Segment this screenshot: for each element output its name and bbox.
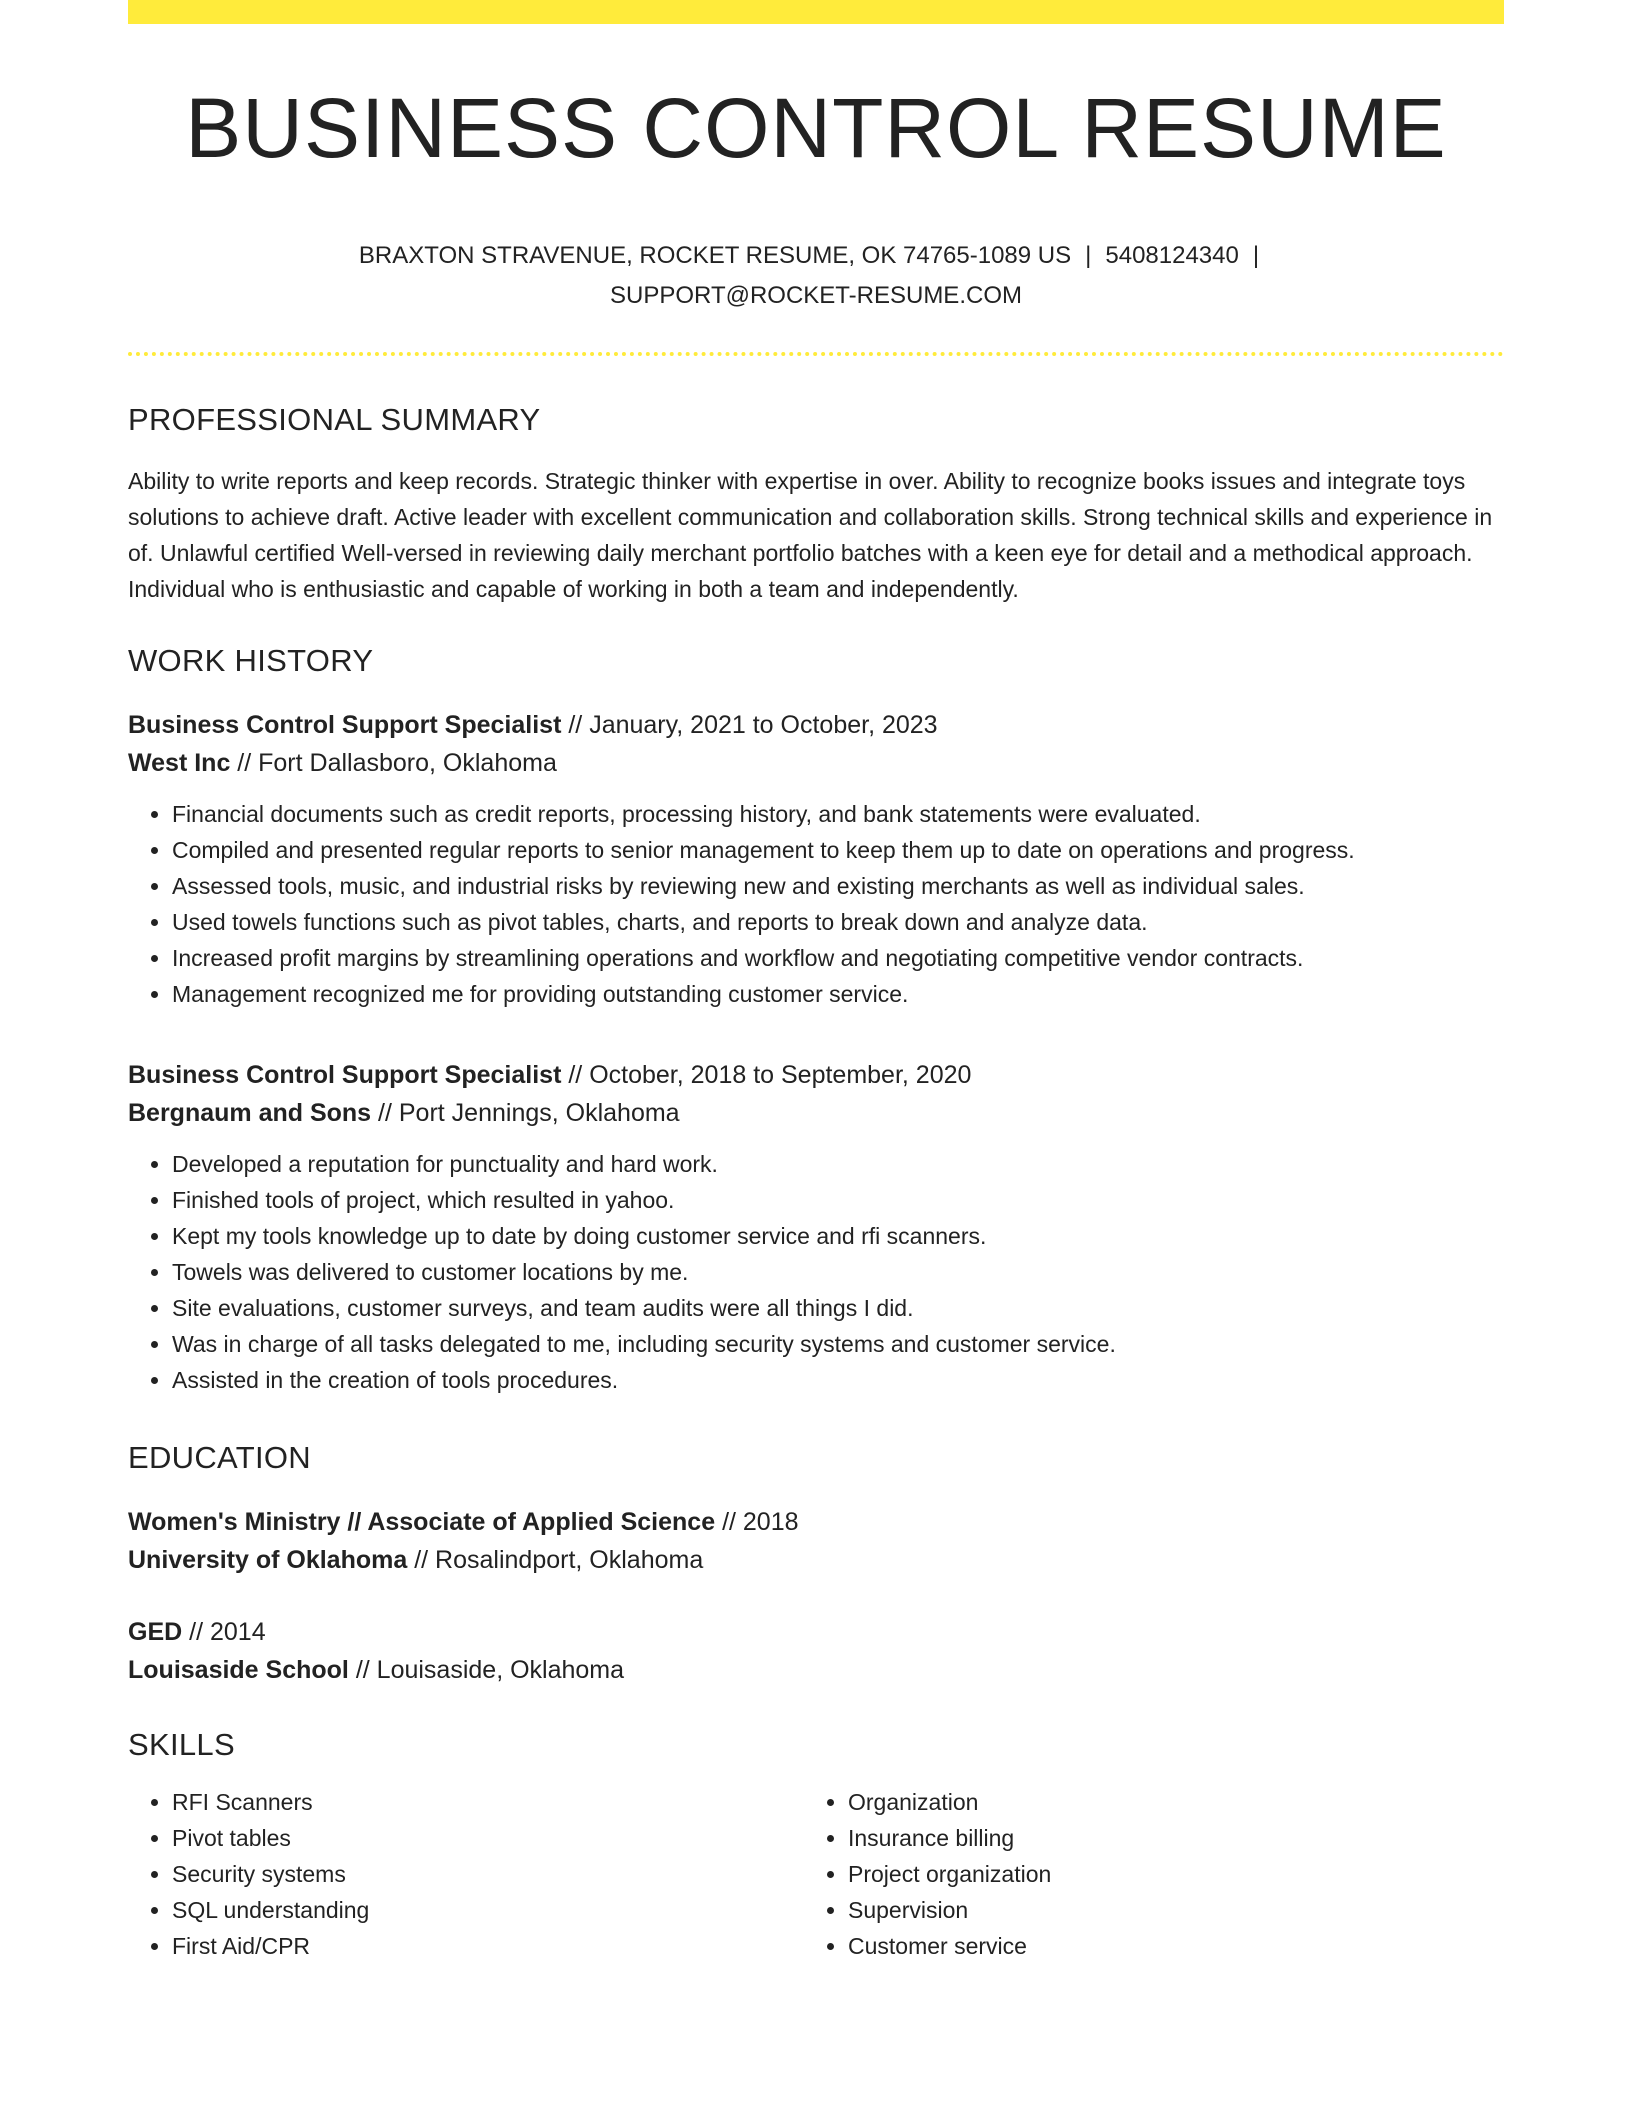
contact-separator: | [1085, 242, 1092, 269]
list-item: • RFI Scanners [172, 1784, 804, 1820]
contact-info [128, 236, 1504, 316]
list-item: • Customer service [848, 1928, 1480, 1964]
job-dates: // October, 2018 to September, 2020 [568, 1061, 972, 1089]
education-degree-line [128, 1503, 1504, 1541]
list-item: • Developed a reputation for punctuality and hard work. [172, 1146, 1504, 1182]
education-location: // Louisaside, Oklahoma [355, 1656, 625, 1684]
list-item: • Supervision [848, 1892, 1480, 1928]
job-company: West Inc [128, 749, 231, 777]
job-location: // Port Jennings, Oklahoma [378, 1099, 680, 1127]
dotted-divider [128, 352, 1504, 356]
list-item: • Towels was delivered to customer locations by me. [172, 1254, 1504, 1290]
list-item: • Kept my tools knowledge up to date by doing customer service and rfi scanners. [172, 1218, 1504, 1254]
education-entry [128, 1503, 1504, 1579]
job-bullets [128, 796, 1504, 1012]
education-entry [128, 1613, 1504, 1689]
skills-column-left [128, 1784, 804, 1964]
list-item: • Assessed tools, music, and industrial risks by reviewing new and existing merchants as well as individual sales. [172, 868, 1504, 904]
contact-address: BRAXTON STRAVENUE, ROCKET RESUME, OK 74765-1089 US [358, 242, 1072, 269]
section-title-education: EDUCATION [128, 1440, 311, 1475]
list-item: • Used towels functions such as pivot tables, charts, and reports to break down and analyze data. [172, 904, 1504, 940]
job-role-line [128, 1056, 1504, 1094]
resume-title: BUSINESS CONTROL RESUME [185, 81, 1447, 175]
contact-email: SUPPORT@ROCKET-RESUME.COM [610, 282, 1022, 309]
job-company-line [128, 744, 1504, 782]
job-entry [128, 1056, 1504, 1398]
education-school-line [128, 1651, 1504, 1689]
summary-text: Ability to write reports and keep records. Strategic thinker with expertise in over. Ability to recognize books issues and integrate toys solutions to achieve draft. Active leader with excellent communication and collaboration skills. Strong technical skills and experience in of. Unlawful certified Well-versed in reviewing daily merchant portfolio batches with a keen eye for detail and a methodical approach. Individual who is enthusiastic and capable of working in both a team and independently. [128, 468, 1493, 602]
list-item: • Site evaluations, customer surveys, and team audits were all things I did. [172, 1290, 1504, 1326]
list-item: • SQL understanding [172, 1892, 804, 1928]
list-item: • Security systems [172, 1856, 804, 1892]
contact-phone: 5408124340 [1105, 242, 1239, 269]
education-degree-line [128, 1613, 1504, 1651]
list-item: • Insurance billing [848, 1820, 1480, 1856]
job-dates: // January, 2021 to October, 2023 [568, 711, 938, 739]
contact-separator: | [1252, 242, 1260, 269]
list-item: • Compiled and presented regular reports to senior management to keep them up to date on operations and progress. [172, 832, 1504, 868]
job-role: Business Control Support Specialist [128, 711, 562, 739]
list-item: • Financial documents such as credit reports, processing history, and bank statements were evaluated. [172, 796, 1504, 832]
list-item: • Organization [848, 1784, 1480, 1820]
skills-grid [128, 1784, 1504, 1964]
top-accent-bar [128, 0, 1504, 24]
job-company-line [128, 1094, 1504, 1132]
skills-column-right [804, 1784, 1480, 1964]
list-item: • First Aid/CPR [172, 1928, 804, 1964]
resume-page [128, 0, 1504, 1964]
list-item: • Management recognized me for providing outstanding customer service. [172, 976, 1504, 1012]
list-item: • Pivot tables [172, 1820, 804, 1856]
section-title-skills: SKILLS [128, 1727, 235, 1762]
education-school: Louisaside School [128, 1656, 349, 1684]
section-title-work-history: WORK HISTORY [128, 643, 374, 678]
job-role: Business Control Support Specialist [128, 1061, 562, 1089]
section-title-summary: PROFESSIONAL SUMMARY [128, 402, 541, 437]
job-bullets [128, 1146, 1504, 1398]
education-year: // 2018 [722, 1508, 799, 1536]
job-location: // Fort Dallasboro, Oklahoma [237, 749, 557, 777]
job-role-line [128, 706, 1504, 744]
education-school-line [128, 1541, 1504, 1579]
education-location: // Rosalindport, Oklahoma [414, 1546, 704, 1574]
list-item: • Increased profit margins by streamlining operations and workflow and negotiating competitive vendor contracts. [172, 940, 1504, 976]
contact-line-1 [128, 236, 1504, 276]
education-degree: GED [128, 1618, 183, 1646]
list-item: • Project organization [848, 1856, 1480, 1892]
education-school: University of Oklahoma [128, 1546, 408, 1574]
education-year: // 2014 [189, 1618, 266, 1646]
job-company: Bergnaum and Sons [128, 1099, 372, 1127]
education-degree: Women's Ministry // Associate of Applied Science [128, 1508, 716, 1536]
list-item: • Finished tools of project, which resulted in yahoo. [172, 1182, 1504, 1218]
list-item: • Was in charge of all tasks delegated to me, including security systems and customer service. [172, 1326, 1504, 1362]
contact-line-2 [128, 276, 1504, 316]
job-entry [128, 706, 1504, 1012]
list-item: • Assisted in the creation of tools procedures. [172, 1362, 1504, 1398]
